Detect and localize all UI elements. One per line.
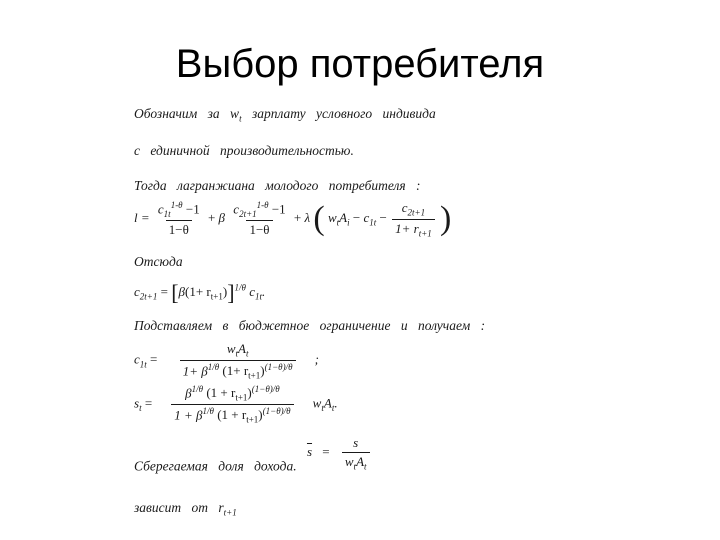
savings-share-label: Сберегаемая доля дохода. — [134, 458, 297, 474]
lagrangian-term-1: $\frac{c_{1t}^{1-\theta} -1}{1-\theta}$ — [157, 200, 200, 238]
share-formula: $\overline{s}$ = $\frac{s}{w_tA_t}$ — [307, 444, 372, 459]
consumption-formula: $c_{1t}$ = $\frac{w_tA_t}{1+ \beta^{1/\theta} (1+ r_{t+1})^{(1-\theta)/\theta}}$ ; — [134, 341, 319, 381]
lagrangian-intro: Тогда лагранжиана молодого потребителя : — [134, 178, 421, 193]
lagrangian-term-3: $\frac{c_{2t+1}}{1+ r_{t+1}}$ — [392, 200, 435, 238]
hence-label: Отсюда — [134, 254, 183, 269]
depends-label: зависит от — [134, 500, 208, 515]
notation-text-2: зарплату условного индивида — [251, 106, 436, 121]
substitute-label: Подставляем в бюджетное ограничение и получаем : — [134, 318, 486, 333]
slide-title: Выбор потребителя — [175, 42, 545, 86]
notation-text-1: Обозначим за — [134, 106, 220, 121]
euler-formula: $c_{2t+1} = [\beta(1+ r_{t+1})]^{1/\theta}$ $c_{1t}$. — [134, 280, 266, 305]
lagrangian-term-2: $\frac{c_{2t+1}^{1-\theta} -1}{1-\theta}$ — [233, 200, 286, 238]
depends-var: $r_{t+1}$ — [218, 500, 237, 518]
savings-share-line — [134, 435, 372, 486]
notation-var: $w_t$ — [230, 106, 242, 124]
notation-line-1 — [134, 106, 436, 124]
savings-formula: $s_t$ = $\frac{\beta^{1/\theta} (1 + r_{t+1})^{(1-\theta)/\theta}}{1 + \beta^{1/\theta} (1 + r_{t+1})^{(1-\theta)/\theta}}$ $w_tA_t$. — [134, 384, 338, 425]
lagrangian-formula: l = $\frac{c_{1t}^{1-\theta} -1}{1-\theta}$ + β $\frac{c_{2t+1}^{1-\theta} -1}{1-\theta}$ + λ ( $w_tA_i - c_{1t}$ − $\frac{c_{2t+1}}{1+ r_{t+1}}$ ) — [134, 200, 452, 239]
notation-line-2: с единичной производительностью. — [134, 143, 354, 158]
depends-line — [134, 500, 237, 518]
